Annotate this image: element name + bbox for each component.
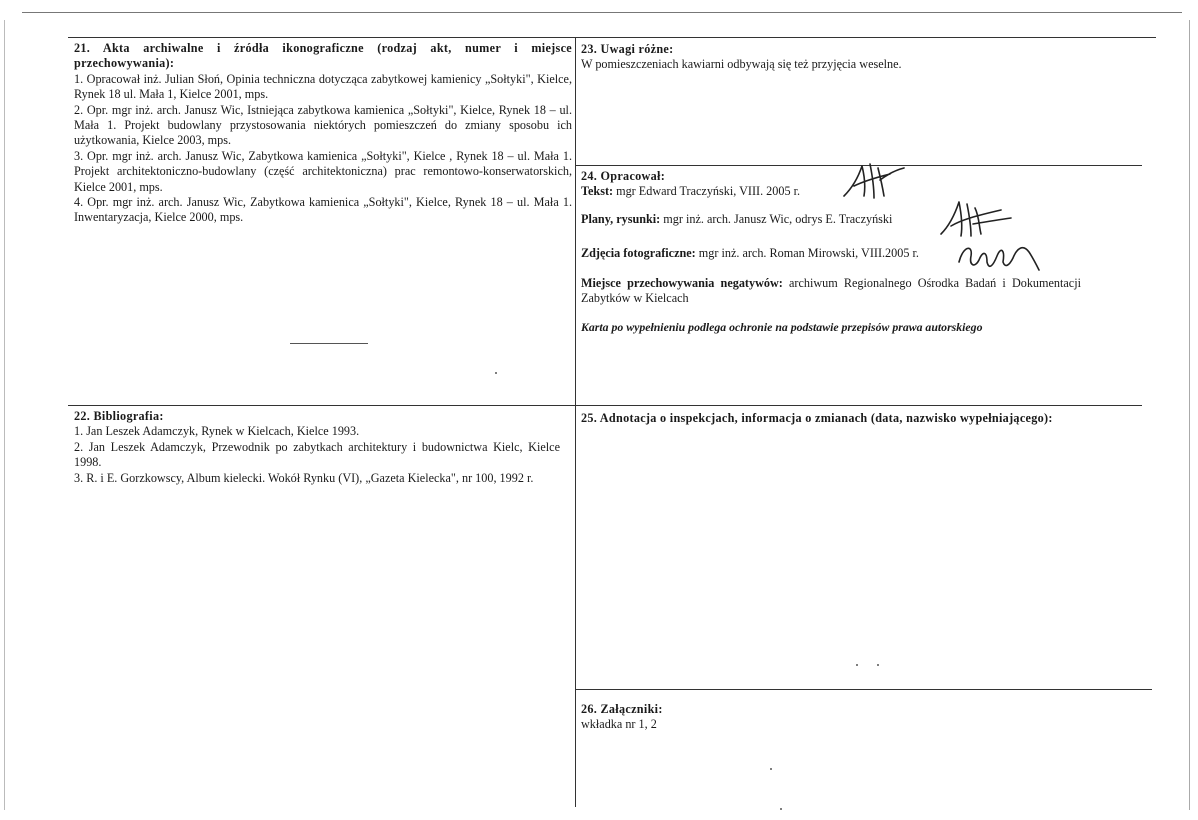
miejsce-line [581,276,1081,307]
scan-right-edge [1189,20,1190,810]
signature-traczynski-1 [840,160,910,202]
right-row-divider-2 [575,405,1142,406]
zdjecia-value: mgr inż. arch. Roman Mirowski, VIII.2005 r. [698,246,919,261]
section-22-item-1: 1. Jan Leszek Adamczyk, Rynek w Kielcach, Kielce 1993. [74,424,360,439]
section-25-inspections [581,411,1071,426]
section-23-title: 23. Uwagi różne: [581,42,674,56]
scan-speck [495,372,497,374]
tekst-label: Tekst: [581,184,614,199]
section-26-attachments [581,702,1081,733]
signature-traczynski-2 [935,198,1015,240]
section-23-text: W pomieszczeniach kawiarni odbywają się też przyjęcia weselne. [581,57,902,72]
signature-mirowski [953,236,1043,276]
section-22-title: 22. Bibliografia: [74,409,164,423]
section-22-bibliography [74,409,560,486]
section-26-title: 26. Załączniki: [581,702,663,716]
section-21-item-3: 3. Opr. mgr inż. arch. Janusz Wic, Zabytkowa kamienica „Sołtyki", Kielce , Rynek 18 – ul. Mała 1. Projekt architektoniczno-budowlany (część architektoniczna) prac remontowo-konserwatorskich, Kielce 2001, mps. [74,148,572,194]
section-21-item-1: 1. Opracował inż. Julian Słoń, Opinia techniczna dotycząca zabytkowej kamienicy „Sołtyki", Kielce, Rynek 18 ul. Mała 1, Kielce 2001, mps. [74,71,572,102]
section-22-item-3: 3. R. i E. Gorzkowscy, Album kielecki. Wokół Rynku (VI), „Gazeta Kielecka", nr 100, 1992 r. [74,470,534,485]
section-21-archival-records [74,41,572,226]
section-23-remarks [581,42,1141,73]
section-21-item-2: 2. Opr. mgr inż. arch. Janusz Wic, Istniejąca zabytkowa kamienica „Sołtyki", Kielce, Rynek 18 – ul. Mała 1. Projekt budowlany przystosowania niektórych pomieszczeń do zmiany sposobu ich użytkowania, Kielce 2003, mps. [74,102,572,148]
scan-mark [290,343,368,344]
section-24-title: 24. Opracował: [581,169,666,183]
section-25-title: 25. Adnotacja o inspekcjach, informacja o zmianach (data, nazwisko wypełniającego): [581,411,1053,425]
miejsce-value: archiwum Regionalnego Ośrodka Badań i Dokumentacji Zabytków w Kielcach [581,275,1081,306]
copyright-note: Karta po wypełnieniu podlega ochronie na podstawie przepisów prawa autorskiego [581,320,983,335]
plany-label: Plany, rysunki: [581,211,661,226]
left-row-divider [68,405,575,406]
right-row-divider-3 [575,689,1152,690]
scan-top-rule [22,12,1182,13]
scan-speck [780,808,782,810]
form-column-divider [575,37,576,807]
scan-left-edge [4,20,5,810]
scan-speck [856,664,858,666]
section-21-item-4: 4. Opr. mgr inż. arch. Janusz Wic, Zabytkowa kamienica „Sołtyki", Kielce, Rynek 18 – ul. Mała 1. Inwentaryzacja, Kielce 2000, mps. [74,195,572,225]
scan-speck [877,664,879,666]
section-22-item-2: 2. Jan Leszek Adamczyk, Przewodnik po zabytkach architektury i budownictwa Kielc, Kielce 1998. [74,439,560,470]
zdjecia-label: Zdjęcia fotograficzne: [581,246,696,261]
form-top-border [68,37,1156,38]
section-21-title: 21. Akta archiwalne i źródła ikonograficzne (rodzaj akt, numer i miejsce przechowywania): [74,41,572,71]
section-26-text: wkładka nr 1, 2 [581,717,657,732]
miejsce-label: Miejsce przechowywania negatywów: [581,275,783,290]
tekst-value: mgr Edward Traczyński, VIII. 2005 r. [616,184,801,199]
plany-value: mgr inż. arch. Janusz Wic, odrys E. Traczyński [663,211,893,226]
scan-speck [770,768,772,770]
